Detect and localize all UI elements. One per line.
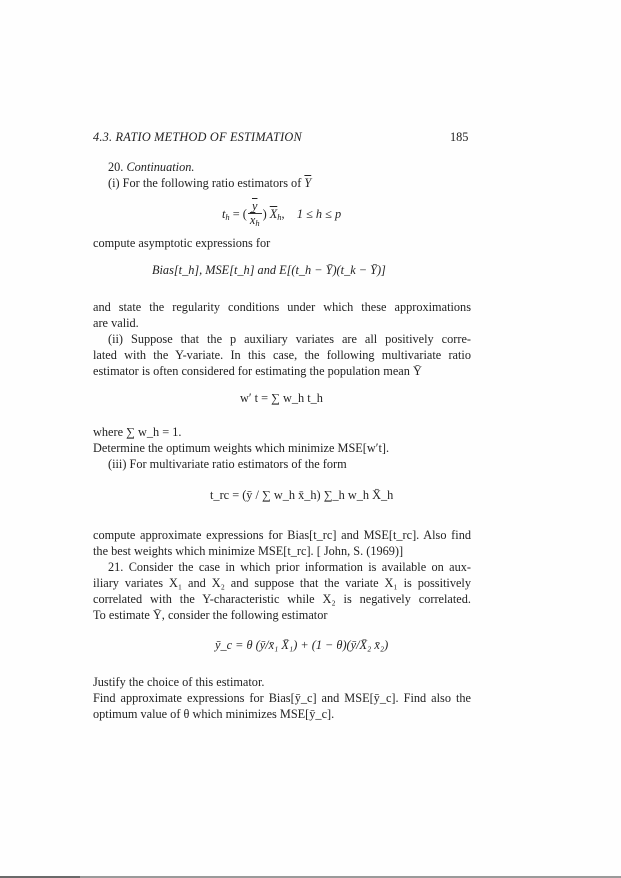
fraction bbox=[248, 200, 262, 230]
problem-number: 20. bbox=[108, 160, 124, 174]
compute2-line-1: compute approximate expressions for Bias[t_rc] and MSE[t_rc]. Also find bbox=[93, 528, 471, 542]
p21-line-1: 21. Consider the case in which prior information is available on aux- bbox=[108, 560, 471, 574]
compute-line: compute asymptotic expressions for bbox=[93, 236, 271, 250]
math: t bbox=[222, 206, 226, 221]
part-i-intro bbox=[108, 176, 311, 190]
p21-line-2: iliary variates X₁ and X₂ and suppose that the variate X₁ is possitively bbox=[93, 576, 471, 590]
part-iii-line: (iii) For multivariate ratio estimators of the form bbox=[108, 457, 347, 471]
section-title: 4.3. RATIO METHOD OF ESTIMATION bbox=[93, 130, 302, 144]
state-line-1: and state the regularity conditions under which these approximations bbox=[93, 300, 471, 314]
equation-yc: ȳ_c = θ (ȳ/x̄₁ X̄₁) + (1 − θ)(ȳ/X̄₂ x̄₂) bbox=[215, 638, 389, 652]
math: $\overline{x}$ bbox=[249, 213, 256, 227]
equation-th: $t_h$ = ( $\frac{\overline{y}}{\overline{x}_h}$ ) $\overline{X}_h$, 1 ≤ h ≤ p bbox=[222, 199, 342, 228]
denominator bbox=[248, 213, 262, 230]
find-line-1: Find approximate expressions for Bias[ȳ_c] and MSE[ȳ_c]. Find also the bbox=[93, 691, 471, 705]
part-ii-line-1: (ii) Suppose that the p auxiliary variates are all positively corre- bbox=[108, 332, 471, 346]
numerator: $\overline{y}$ bbox=[251, 199, 258, 213]
math: 1 ≤ h ≤ p bbox=[296, 206, 342, 221]
part-ii-line-3: estimator is often considered for estimating the population mean Ȳ bbox=[93, 364, 422, 378]
problem-title: Continuation. bbox=[126, 160, 195, 174]
math: h bbox=[225, 211, 230, 222]
state-line-2: are valid. bbox=[93, 316, 139, 330]
text: (i) For the following ratio estimators of bbox=[108, 176, 302, 190]
part-ii-line-2: lated with the Y-variate. In this case, the following multivariate ratio bbox=[93, 348, 471, 362]
math: $\overline{X}$ bbox=[269, 206, 278, 221]
math-var: $\overline{Y}$ bbox=[304, 176, 312, 190]
p21-line-4: To estimate Ȳ, consider the following estimator bbox=[93, 608, 328, 622]
justify-line: Justify the choice of this estimator. bbox=[93, 675, 265, 689]
where-line: where ∑ w_h = 1. bbox=[93, 425, 182, 439]
compute2-line-2: the best weights which minimize MSE[t_rc]. [ John, S. (1969)] bbox=[93, 544, 404, 558]
p21-line-3: correlated with the Y-characteristic while X₂ is negatively correlated. bbox=[93, 592, 471, 606]
equation-weighted-sum: w′ t = ∑ w_h t_h bbox=[240, 391, 323, 405]
page-number: 185 bbox=[450, 130, 469, 144]
math: h bbox=[255, 218, 260, 228]
equation-bias-mse: Bias[t_h], MSE[t_h] and E[(t_h − Ȳ)(t_k − Ȳ)] bbox=[152, 263, 386, 277]
find-line-2: optimum value of θ which minimizes MSE[ȳ_c]. bbox=[93, 707, 335, 721]
determine-line: Determine the optimum weights which minimize MSE[w′t]. bbox=[93, 441, 390, 455]
equation-trc: t_rc = (ȳ / ∑ w_h x̄_h) ∑_h w_h X̄_h bbox=[210, 488, 394, 502]
math: h bbox=[277, 211, 282, 222]
problem-heading bbox=[108, 160, 194, 174]
